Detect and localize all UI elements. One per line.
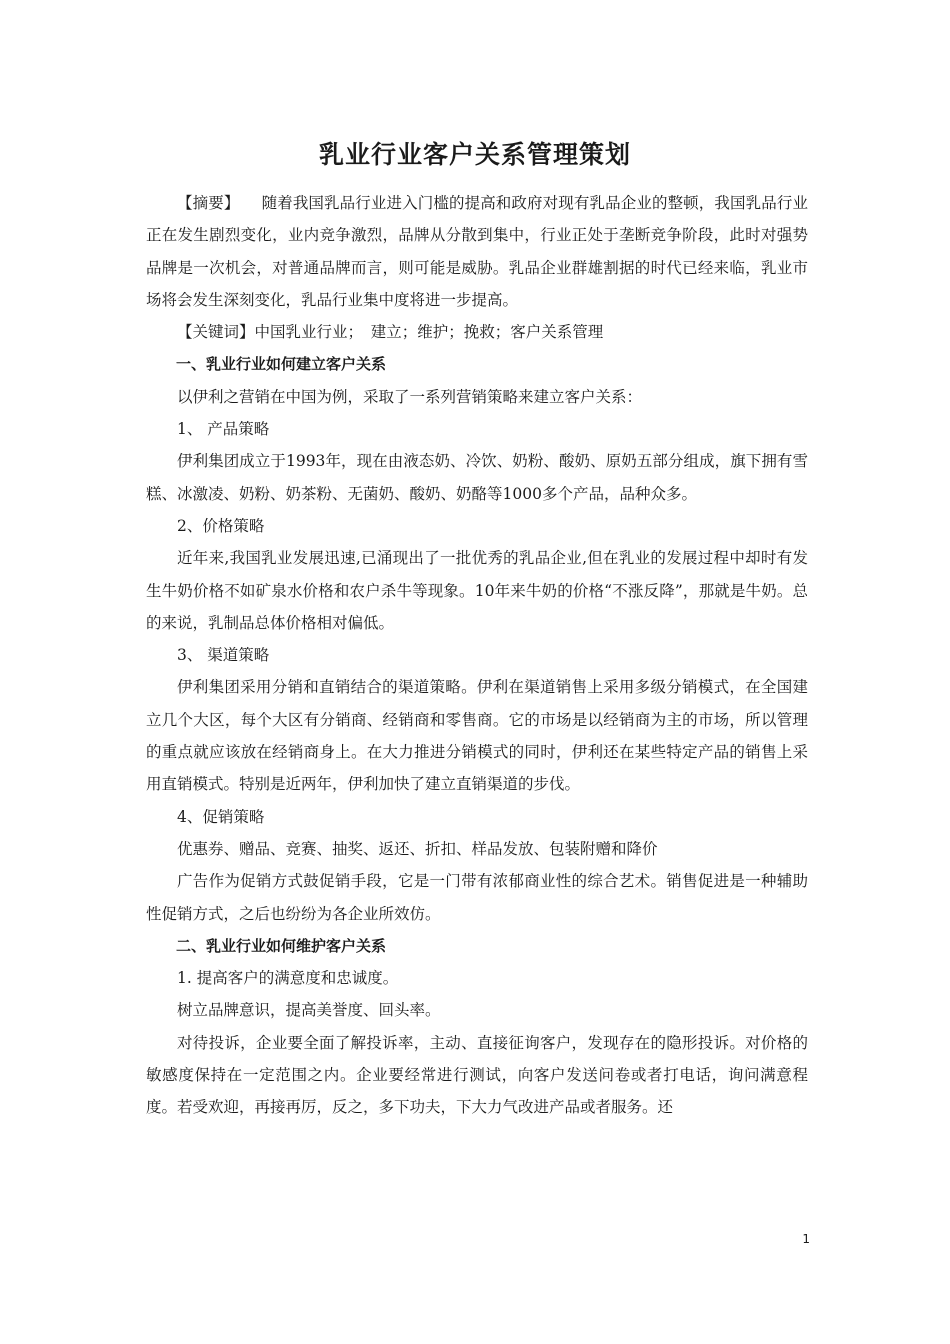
s1-item1-heading: 1、 产品策略 <box>177 420 270 439</box>
s1-item1-text: 伊利集团成立于1993年，现在由液态奶、冷饮、奶粉、酸奶、原奶五部分组成，旗下拥有雪糕、冰激凌、奶粉、奶茶粉、无菌奶、酸奶、奶酪等1000多个产品，品种众多。 <box>146 452 808 503</box>
section1-heading: 一、乳业行业如何建立客户关系 <box>176 355 387 374</box>
section2-heading: 二、乳业行业如何维护客户关系 <box>176 936 387 955</box>
abstract-tag: 【摘要】 <box>177 194 240 212</box>
s2-item1-text1: 树立品牌意识，提高美誉度、回头率。 <box>177 1001 441 1020</box>
s1-item3-text: 伊利集团采用分销和直销结合的渠道策略。伊利在渠道销售上采用多级分销模式，在全国建立几个大区，每个大区有分销商、经销商和零售商。它的市场是以经销商为主的市场，所以管理的重点就应该放在经销商身上。在大力推进分销模式的同时，伊利还在某些特定产品的销售上采用直销模式。特别是近两年，伊利加快了建立直销渠道的步伐。 <box>146 678 808 794</box>
s1-item4-heading: 4、促销策略 <box>177 807 265 826</box>
abstract-paragraph <box>146 187 808 316</box>
s1-item4-text1: 优惠券、赠品、竞赛、抽奖、返还、折扣、样品发放、包装附赠和降价 <box>177 839 658 858</box>
s2-item1-heading: 1. 提高客户的满意度和忠诚度。 <box>177 969 399 988</box>
section1-intro: 以伊利之营销在中国为例，采取了一系列营销策略来建立客户关系： <box>177 387 643 406</box>
s1-item3-heading: 3、 渠道策略 <box>177 646 270 665</box>
s2-item1-text2: 对待投诉，企业要全面了解投诉率，主动、直接征询客户，发现存在的隐形投诉。对价格的敏感度保持在一定范围之内。企业要经常进行测试，向客户发送问卷或者打电话，询问满意程度。若受欢迎，再接再厉，反之，多下功夫，下大力气改进产品或者服务。还 <box>146 1033 808 1117</box>
page-number: 1 <box>802 1232 810 1246</box>
document-body <box>146 187 808 1124</box>
s1-item4-text2: 广告作为促销方式鼓促销手段，它是一门带有浓郁商业性的综合艺术。销售促进是一种辅助性促销方式，之后也纷纷为各企业所效仿。 <box>146 872 808 923</box>
abstract-text: 随着我国乳品行业进入门槛的提高和政府对现有乳品企业的整顿，我国乳品行业正在发生剧烈变化，业内竞争激烈，品牌从分散到集中，行业正处于垄断竞争阶段，此时对强势品牌是一次机会，对普通品牌而言，则可能是威胁。乳品企业群雄割据的时代已经来临，乳业市场将会发生深刻变化，乳品行业集中度将进一步提高。 <box>146 194 808 309</box>
keywords-line: 【关键词】中国乳业行业； 建立；维护；挽救；客户关系管理 <box>177 323 604 342</box>
s1-item2-text: 近年来,我国乳业发展迅速,已涌现出了一批优秀的乳品企业,但在乳业的发展过程中却时有发生牛奶价格不如矿泉水价格和农户杀牛等现象。10年来牛奶的价格“不涨反降”，那就是牛奶。总的来说，乳制品总体价格相对偏低。 <box>146 549 808 632</box>
document-title: 乳业行业客户关系管理策划 <box>318 140 631 169</box>
s1-item2-heading: 2、价格策略 <box>177 516 265 535</box>
